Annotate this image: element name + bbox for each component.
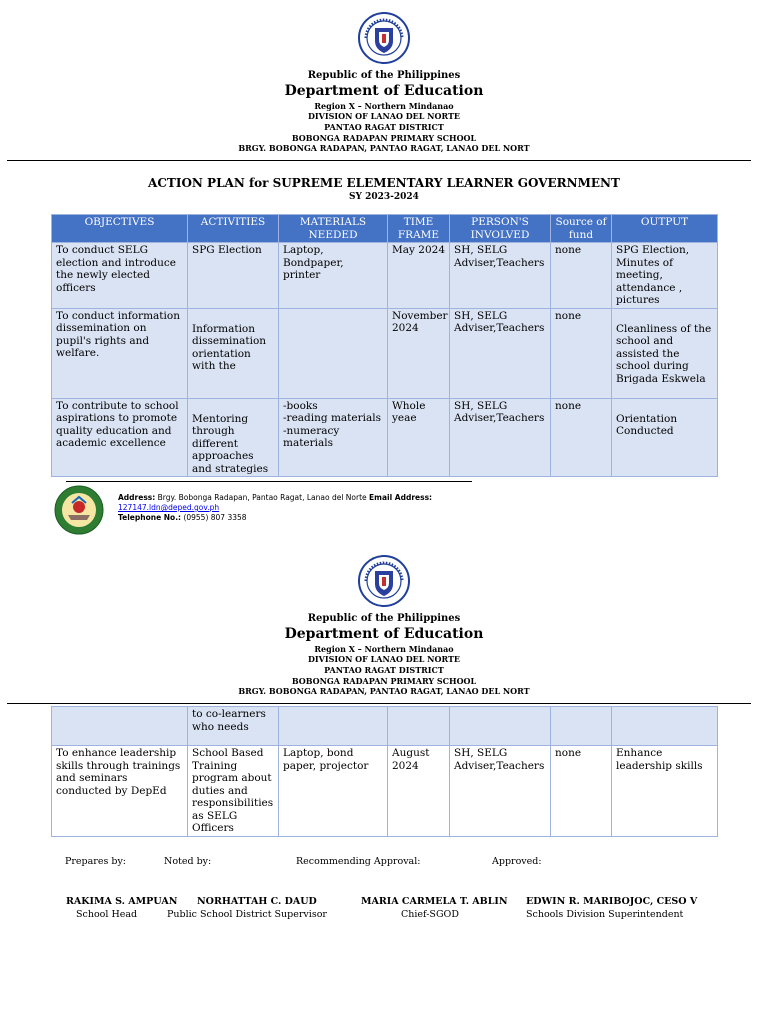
material-item: -reading materials (283, 412, 381, 424)
district-line: PANTAO RAGAT DISTRICT (324, 665, 444, 675)
barangay-line: BRGY. BOBONGA RADAPAN, PANTAO RAGAT, LANAO DEL NORT (238, 143, 530, 153)
republic-line: Republic of the Philippines (307, 613, 461, 624)
cell-fund: none (551, 243, 612, 309)
table-row (52, 398, 718, 477)
cell-activity: Information dissemination orientation with the (188, 308, 279, 398)
footer-divider (66, 481, 472, 482)
cell-fund (551, 707, 612, 746)
header-output: OUTPUT (612, 215, 718, 243)
cell-materials (279, 398, 388, 477)
cell-output (612, 707, 718, 746)
cell-activity: Mentoring through different approaches and strategies (188, 398, 279, 477)
division-line: DIVISION OF LANAO DEL NORTE (307, 111, 461, 121)
document-title: ACTION PLAN for SUPREME ELEMENTARY LEARNER GOVERNMENT (148, 176, 620, 190)
header-materials: MATERIALS NEEDED (279, 215, 388, 243)
cell-persons: SH, SELG Adviser,Teachers (450, 398, 551, 477)
header-divider (7, 160, 751, 161)
republic-line: Republic of the Philippines (307, 70, 461, 81)
department-name: Department of Education (284, 626, 484, 642)
email-label: Email Address: (369, 493, 433, 502)
table-row (52, 308, 718, 398)
header-persons: PERSON'S INVOLVED (450, 215, 551, 243)
address-line (118, 493, 448, 513)
header-time-frame: TIME FRAME (388, 215, 450, 243)
cell-fund: none (551, 746, 612, 837)
cell-output: SPG Election, Minutes of meeting, attendance , pictures (612, 243, 718, 309)
cell-persons: SH, SELG Adviser,Teachers (450, 308, 551, 398)
header-divider (7, 703, 751, 704)
division-line: DIVISION OF LANAO DEL NORTE (307, 654, 461, 664)
header-source-of-fund: Source of fund (551, 215, 612, 243)
signatory-name: NORHATTAH C. DAUD (197, 896, 317, 907)
school-line: BOBONGA RADAPAN PRIMARY SCHOOL (291, 676, 477, 686)
region-line: Region X – Northern Mindanao (314, 101, 454, 111)
cell-output: Cleanliness of the school and assisted the school during Brigada Eskwela (612, 308, 718, 398)
signatory-title: School Head (76, 909, 138, 920)
approved-label: Approved: (492, 856, 542, 867)
cell-fund: none (551, 398, 612, 477)
noted-by-label: Noted by: (164, 856, 212, 867)
material-item: -books (283, 399, 318, 412)
department-name: Department of Education (284, 83, 484, 99)
email-link[interactable]: 127147.ldn@deped.gov.ph (118, 503, 220, 512)
signatory-name: RAKIMA S. AMPUAN (66, 896, 178, 907)
phone-value: (0955) 807 3358 (183, 513, 247, 522)
phone-line (118, 513, 448, 523)
cell-activity: to co-learners who needs (188, 707, 279, 746)
header-activities: ACTIVITIES (188, 215, 279, 243)
recommending-approval-label: Recommending Approval: (296, 856, 421, 867)
header-objectives: OBJECTIVES (52, 215, 188, 243)
signatory-title: Chief-SGOD (401, 909, 459, 920)
address-label: Address: (118, 493, 156, 502)
material-item: -numeracy materials (283, 424, 340, 449)
table-row (52, 746, 718, 837)
deped-seal-logo (358, 555, 410, 607)
cell-time (388, 707, 450, 746)
cell-materials (279, 707, 388, 746)
cell-materials (279, 308, 388, 398)
school-logo (54, 485, 104, 535)
cell-persons: SH, SELG Adviser,Teachers (450, 243, 551, 309)
cell-materials: Laptop, Bondpaper, printer (279, 243, 388, 309)
cell-time: Whole yeae (388, 398, 450, 477)
cell-activity: SPG Election (188, 243, 279, 309)
school-line: BOBONGA RADAPAN PRIMARY SCHOOL (291, 133, 477, 143)
cell-persons (450, 707, 551, 746)
school-year: SY 2023-2024 (349, 192, 419, 202)
cell-activity: School Based Training program about duties and responsibilities as SELG Officers (188, 746, 279, 837)
action-plan-table (51, 214, 718, 477)
cell-output: Enhance leadership skills (612, 746, 718, 837)
cell-objective: To enhance leadership skills through trainings and seminars conducted by DepEd (52, 746, 188, 837)
address-value: Brgy. Bobonga Radapan, Pantao Ragat, Lanao del Norte (157, 493, 367, 502)
cell-fund: none (551, 308, 612, 398)
cell-time: May 2024 (388, 243, 450, 309)
signatory-name: MARIA CARMELA T. ABLIN (361, 896, 508, 907)
phone-label: Telephone No.: (118, 513, 182, 522)
table-row (52, 243, 718, 309)
signatory-name: EDWIN R. MARIBOJOC, CESO V (526, 896, 698, 907)
school-contact (118, 493, 448, 523)
cell-time: August 2024 (388, 746, 450, 837)
cell-persons: SH, SELG Adviser,Teachers (450, 746, 551, 837)
prepared-by-label: Prepares by: (65, 856, 127, 867)
district-line: PANTAO RAGAT DISTRICT (324, 122, 444, 132)
cell-objective: To conduct SELG election and introduce the newly elected officers (52, 243, 188, 309)
deped-seal-logo (358, 12, 410, 64)
cell-output: Orientation Conducted (612, 398, 718, 477)
barangay-line: BRGY. BOBONGA RADAPAN, PANTAO RAGAT, LANAO DEL NORT (238, 686, 530, 696)
cell-objective: To contribute to school aspirations to promote quality education and academic excellence (52, 398, 188, 477)
signatory-title: Public School District Supervisor (167, 909, 327, 920)
cell-materials: Laptop, bond paper, projector (279, 746, 388, 837)
cell-objective: To conduct information dissemination on pupil's rights and welfare. (52, 308, 188, 398)
table-header-row (52, 215, 718, 243)
region-line: Region X – Northern Mindanao (314, 644, 454, 654)
cell-time: November 2024 (388, 308, 450, 398)
action-plan-table-continued (51, 706, 718, 837)
cell-objective (52, 707, 188, 746)
signatory-title: Schools Division Superintendent (526, 909, 684, 920)
table-row (52, 707, 718, 746)
